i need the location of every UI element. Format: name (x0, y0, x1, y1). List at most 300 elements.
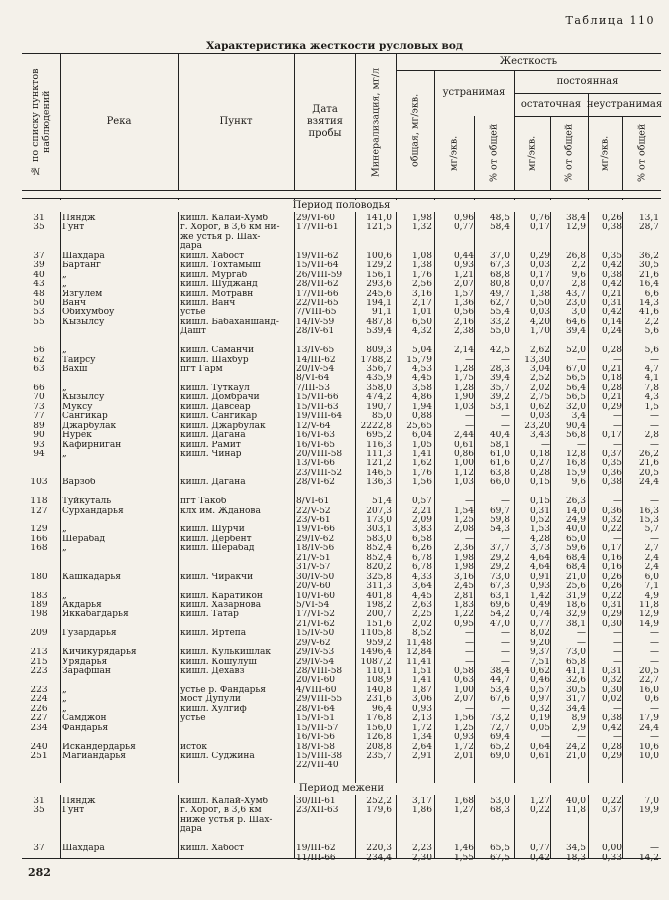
table-cell: — (613, 355, 622, 365)
table-cell: 2,75 (529, 393, 550, 403)
table-cell: 1,56 (453, 714, 474, 724)
table-cell: 39,4 (489, 374, 510, 384)
table-row (22, 280, 661, 289)
header-point: Пункт (219, 115, 253, 127)
table-row (22, 676, 661, 685)
table-cell: Зарафшан (62, 667, 111, 676)
table-cell: 0,21 (601, 393, 622, 403)
table-cell: 5,6 (644, 346, 659, 356)
table-cell: 1,00 (453, 685, 474, 695)
table-cell: 1,90 (453, 393, 474, 403)
table-cell: 16,4 (638, 280, 659, 290)
table-cell: кишл. Кошулуш (180, 657, 257, 667)
table-row (22, 214, 661, 223)
table-cell: 303,1 (366, 525, 392, 535)
table-row (22, 290, 661, 299)
table-cell: 12,9 (565, 223, 586, 233)
table-cell: — (650, 534, 659, 544)
table-row (22, 797, 661, 806)
table-cell: 23,20 (524, 421, 550, 431)
table-cell: 2,07 (453, 280, 474, 290)
table-cell: 4,33 (411, 572, 432, 582)
table-cell: кишл. Дербент (180, 534, 252, 544)
table-cell: 68,4 (565, 563, 586, 573)
table-cell: 0,29 (601, 402, 622, 412)
table-row (22, 743, 661, 752)
table-cell: 69,0 (489, 751, 510, 761)
header-nonrem-mg: мг/экв. (599, 135, 611, 171)
table-cell: 66 (33, 383, 45, 393)
table-cell: 15/VII-64 (296, 261, 339, 271)
table-row (22, 242, 661, 251)
table-cell: 1,41 (411, 676, 432, 686)
table-cell: 141,0 (366, 214, 392, 223)
table-cell: кишл. Хазарнова (180, 600, 262, 610)
table-cell: 695,2 (366, 431, 392, 441)
table-cell: 67,3 (489, 582, 510, 592)
table-row (22, 629, 661, 638)
table-cell: 32,6 (565, 676, 586, 686)
table-cell: — (613, 497, 622, 507)
table-row (22, 478, 661, 487)
table-cell: 24,4 (638, 723, 659, 733)
table-cell: 29,2 (489, 553, 510, 563)
table-cell: Дашт (180, 327, 207, 337)
table-row (22, 403, 661, 412)
table-cell: 16,3 (638, 506, 659, 516)
table-cell: 17/VII-61 (296, 223, 339, 233)
table-cell: 0,37 (601, 449, 622, 459)
table-cell: 1,38 (529, 289, 550, 299)
table-cell: 59,8 (489, 516, 510, 525)
table-cell: 1,86 (411, 806, 432, 816)
table-cell: 1,72 (453, 742, 474, 752)
table-cell: 0,15 (529, 497, 550, 507)
table-cell: мост Дупули (180, 695, 241, 705)
header-resid-pct: % от общей (563, 123, 575, 183)
table-cell: 15,9 (565, 468, 586, 478)
table-cell: 50 (33, 298, 45, 308)
table-cell: 6,04 (411, 431, 432, 441)
table-cell: 0,31 (601, 600, 622, 610)
table-cell: Яккабагдарья (62, 610, 129, 620)
table-cell: 293,6 (366, 280, 392, 290)
table-cell: — (501, 648, 510, 658)
table-row (22, 393, 661, 402)
table-cell: Гунт (62, 223, 85, 233)
table-cell: 4/VIII-60 (296, 685, 337, 695)
table-cell: 0,22 (601, 591, 622, 601)
table-cell: 6,78 (411, 563, 432, 573)
table-row (22, 252, 661, 261)
table-cell: 3,73 (529, 544, 550, 554)
table-cell: „ (62, 704, 67, 714)
table-cell: 73,2 (489, 714, 510, 724)
table-cell: кишл. Тохтамыш (180, 261, 261, 271)
table-cell: 0,21 (601, 289, 622, 299)
table-cell: 176,8 (366, 714, 392, 724)
table-cell: — (465, 657, 474, 667)
table-cell: кишл. Яртепа (180, 629, 247, 639)
table-cell: 44,7 (489, 676, 510, 686)
table-cell: 820,2 (366, 563, 392, 573)
table-cell: 2,9 (571, 723, 586, 733)
table-cell: 4,32 (411, 327, 432, 337)
header-hardness: Жесткость (499, 55, 558, 67)
table-cell: 65,0 (565, 534, 586, 544)
table-cell: — (613, 629, 622, 639)
table-cell: 474,2 (366, 393, 392, 403)
table-cell: 8,52 (411, 629, 432, 639)
table-cell: 31 (33, 797, 45, 806)
table-cell: — (650, 412, 659, 422)
table-cell: 1,01 (411, 308, 432, 318)
table-cell: 89 (33, 421, 45, 431)
table-cell: 1788,2 (360, 355, 392, 365)
table-cell: 1,87 (411, 685, 432, 695)
table-cell: 583,0 (366, 534, 392, 544)
table-cell: Фандарья (62, 723, 109, 733)
table-cell: 0,26 (601, 214, 622, 223)
table-cell: 5,6 (644, 327, 659, 337)
table-cell: 2,07 (453, 695, 474, 705)
header-temporary: устранимая (442, 87, 506, 98)
table-cell: 69,4 (489, 733, 510, 743)
table-cell: — (650, 629, 659, 639)
table-cell: кишл. Суджина (180, 751, 255, 761)
table-cell: 26,8 (565, 251, 586, 261)
table-cell: 15/VI-51 (296, 714, 336, 724)
table-cell: — (577, 629, 586, 639)
table-cell: 26/VIII-59 (296, 270, 343, 280)
table-cell: 0,95 (453, 619, 474, 629)
table-cell: 15/VII-63 (296, 402, 339, 412)
table-cell: 1,03 (453, 478, 474, 488)
table-cell: 34,5 (565, 844, 586, 854)
table-cell: 29/V-62 (296, 638, 331, 648)
table-cell: — (577, 440, 586, 450)
table-cell: 539,4 (366, 327, 392, 337)
table-cell: — (541, 733, 550, 743)
table-cell: 0,38 (601, 714, 622, 724)
table-cell: 118 (30, 497, 48, 507)
table-cell: Кызылсу (62, 317, 105, 327)
table-cell: 53,1 (489, 402, 510, 412)
table-row (22, 261, 661, 270)
table-cell: 85,0 (371, 412, 392, 422)
table-cell: 0,96 (453, 214, 474, 223)
table-cell: 2,2 (571, 261, 586, 271)
table-row (22, 365, 661, 374)
table-cell: 29/IV-62 (296, 534, 335, 544)
table-cell: 0,22 (601, 525, 622, 535)
table-cell: 0,32 (601, 516, 622, 525)
table-row (22, 469, 661, 478)
table-cell: 22/VII-40 (296, 761, 339, 771)
flood-table-body (22, 214, 661, 771)
table-cell: кишл. Дагана (180, 431, 246, 441)
table-title: Характеристика жесткости русловых вод (206, 40, 463, 52)
table-cell: 7,0 (644, 797, 659, 806)
table-row (22, 535, 661, 544)
table-cell: 1,25 (453, 516, 474, 525)
table-cell: 53,0 (489, 797, 510, 806)
table-cell: 22,7 (638, 676, 659, 686)
table-cell: 311,3 (366, 582, 392, 592)
table-cell: 6,26 (411, 544, 432, 554)
table-row (22, 450, 661, 459)
table-cell: 9,6 (571, 270, 586, 280)
table-cell: 0,93 (453, 261, 474, 271)
table-cell: — (465, 355, 474, 365)
table-cell: 3,04 (529, 365, 550, 374)
table-cell: кишл. Туткаул (180, 383, 250, 393)
table-cell: — (541, 440, 550, 450)
table-cell: 19/VIII-64 (296, 412, 343, 422)
table-cell: 49,7 (489, 289, 510, 299)
table-cell: 1,5 (644, 402, 659, 412)
table-cell: 55,0 (489, 327, 510, 337)
table-cell: 0,57 (529, 685, 550, 695)
table-cell: 0,77 (529, 619, 550, 629)
table-cell: 23/V-61 (296, 516, 331, 525)
table-cell: 0,07 (529, 280, 550, 290)
table-cell: 240 (30, 742, 48, 752)
table-cell: 38,1 (565, 619, 586, 629)
table-cell: 2,14 (453, 346, 474, 356)
table-cell: 207,3 (366, 506, 392, 516)
table-cell: 5/VI-54 (296, 600, 330, 610)
table-cell: 3,43 (529, 431, 550, 441)
table-row (22, 658, 661, 667)
header-permanent: постоянная (556, 75, 619, 87)
table-cell: 0,57 (411, 497, 432, 507)
table-cell: 0,29 (601, 610, 622, 620)
table-row (22, 705, 661, 714)
table-cell: 28,3 (489, 365, 510, 374)
table-cell: 8/VI-64 (296, 374, 330, 384)
table-cell: кишл. Шуджанд (180, 280, 258, 290)
table-cell: устье р. Фандарья (180, 685, 266, 695)
table-row (22, 318, 661, 327)
table-cell: 0,17 (529, 223, 550, 233)
table-row (22, 223, 661, 232)
table-row (22, 610, 661, 619)
table-cell: 0,6 (644, 695, 659, 705)
table-cell: 173,0 (366, 516, 392, 525)
table-cell: 40,0 (565, 525, 586, 535)
table-row (22, 733, 661, 742)
table-cell: 1,28 (453, 365, 474, 374)
table-row (22, 337, 661, 346)
table-row (22, 835, 661, 844)
table-cell: 33,2 (489, 317, 510, 327)
table-cell: 227 (30, 714, 48, 724)
table-cell: 56,5 (565, 393, 586, 403)
table-cell: Шахдара (62, 844, 105, 854)
table-cell: 20,5 (638, 468, 659, 478)
table-cell: 70 (33, 393, 45, 403)
table-cell: 28/VII-62 (296, 280, 339, 290)
table-cell: 0,32 (601, 676, 622, 686)
table-cell: 10,0 (638, 751, 659, 761)
table-cell: 1,32 (411, 223, 432, 233)
table-cell: кишл. Бабаханшанд- (180, 317, 279, 327)
table-cell: 48,5 (489, 214, 510, 223)
table-cell: 65,5 (489, 844, 510, 854)
table-cell: „ (62, 383, 67, 393)
table-cell: 0,42 (601, 723, 622, 733)
table-row (22, 525, 661, 534)
table-cell: 59,6 (565, 544, 586, 554)
table-row (22, 384, 661, 393)
table-cell: 0,93 (411, 704, 432, 714)
table-cell: 129 (30, 525, 48, 535)
table-cell: 31,7 (565, 695, 586, 705)
table-cell: 42,5 (489, 346, 510, 356)
table-row (22, 563, 661, 572)
table-cell: 19/VII-62 (296, 251, 339, 261)
table-cell: 2,45 (453, 582, 474, 592)
table-cell: 2222,8 (360, 421, 392, 431)
table-cell: 2,63 (411, 600, 432, 610)
table-cell: 91,1 (371, 308, 392, 318)
table-cell: — (613, 534, 622, 544)
table-cell: 116,3 (366, 440, 392, 450)
table-cell: г. Хорог, в 3,6 км ни- (180, 223, 280, 233)
table-row (22, 724, 661, 733)
table-cell: 487,8 (366, 317, 392, 327)
table-cell: 2,30 (411, 853, 432, 863)
table-cell: 24,9 (565, 516, 586, 525)
table-cell: Гунт (62, 806, 85, 816)
header-resid-mg: мг/экв. (526, 135, 538, 171)
table-cell: 53,4 (489, 685, 510, 695)
table-cell: 166 (30, 534, 48, 544)
table-cell: 2,17 (411, 298, 432, 308)
table-row (22, 667, 661, 676)
table-cell: 31/V-57 (296, 563, 331, 573)
table-cell: 0,24 (601, 327, 622, 337)
table-cell: 435,9 (366, 374, 392, 384)
table-cell: кишл. Мургаб (180, 270, 248, 280)
table-cell: 0,19 (529, 714, 550, 724)
table-cell: 0,03 (529, 412, 550, 422)
table-cell: 0,93 (453, 733, 474, 743)
table-cell: кишл. Калаи-Хумб (180, 214, 269, 223)
table-cell: 0,17 (529, 270, 550, 280)
table-cell: 1,27 (529, 797, 550, 806)
table-cell: 110,1 (366, 667, 392, 676)
table-cell: 1,34 (411, 733, 432, 743)
table-cell: 2,56 (411, 280, 432, 290)
table-cell: 56 (33, 346, 45, 356)
table-cell: 93 (33, 440, 45, 450)
table-cell: 2,25 (411, 610, 432, 620)
table-cell: 6,50 (411, 317, 432, 327)
table-cell: 21,6 (638, 459, 659, 469)
table-cell: 15,79 (406, 355, 432, 365)
table-row (22, 299, 661, 308)
table-cell: 4,1 (644, 374, 659, 384)
table-cell: 1,53 (529, 525, 550, 535)
table-cell: — (577, 733, 586, 743)
table-cell: 54,2 (489, 610, 510, 620)
table-cell: 959,2 (366, 638, 392, 648)
table-cell: 1,28 (453, 383, 474, 393)
table-cell: 20/V-60 (296, 582, 331, 592)
table-cell: 28/VIII-58 (296, 667, 343, 676)
table-cell: 23/VIII-52 (296, 468, 343, 478)
table-cell: 18/VI-58 (296, 742, 336, 752)
table-cell: 26,2 (638, 449, 659, 459)
table-cell: 1,54 (453, 506, 474, 516)
table-cell: Сурхандарья (62, 506, 124, 516)
table-cell: 77 (33, 412, 45, 422)
table-row (22, 233, 661, 242)
table-cell: 121,2 (366, 459, 392, 469)
table-cell: — (465, 534, 474, 544)
table-cell: 0,26 (601, 582, 622, 592)
table-cell: устье (180, 714, 206, 724)
table-cell: 1,56 (411, 478, 432, 488)
table-row (22, 761, 661, 770)
table-cell: „ (62, 449, 67, 459)
header-date: Дата взятия пробы (307, 103, 343, 139)
table-cell: 22/V-52 (296, 506, 331, 516)
table-cell: 53 (33, 308, 45, 318)
table-cell: 7,51 (529, 657, 550, 667)
table-cell: 40,4 (489, 431, 510, 441)
header-total: общая, мг/экв. (409, 93, 421, 167)
table-cell: „ (62, 695, 67, 705)
table-cell: 61,6 (489, 459, 510, 469)
table-row (22, 816, 661, 825)
table-cell: Шахдара (62, 251, 105, 261)
table-cell: кишл. Саманчи (180, 346, 254, 356)
table-cell: 0,29 (601, 751, 622, 761)
table-cell: 11,41 (406, 657, 432, 667)
table-cell: 220,3 (366, 844, 392, 854)
table-cell: клх им. Жданова (180, 506, 261, 516)
table-cell: 17/VI-52 (296, 610, 336, 620)
table-cell: 15/VIII-38 (296, 751, 343, 761)
table-cell: 67,6 (489, 695, 510, 705)
table-cell: Джарбулак (62, 421, 117, 431)
table-cell: 4,7 (644, 365, 659, 374)
table-cell: 189 (30, 600, 48, 610)
table-cell: 72,7 (489, 723, 510, 733)
table-cell: 0,93 (529, 582, 550, 592)
table-cell: 0,63 (453, 676, 474, 686)
table-cell: 0,91 (529, 572, 550, 582)
table-cell: — (501, 497, 510, 507)
table-cell: 156,0 (366, 723, 392, 733)
table-cell: Кичикурядарья (62, 648, 137, 658)
table-cell: — (501, 657, 510, 667)
table-cell: 809,3 (366, 346, 392, 356)
table-cell: Гузардарья (62, 629, 117, 639)
table-cell: 37 (33, 844, 45, 854)
table-cell: 0,32 (529, 704, 550, 714)
table-cell: 234 (30, 723, 48, 733)
table-cell: 3,58 (411, 383, 432, 393)
table-cell: 9,37 (529, 648, 550, 658)
table-row (22, 582, 661, 591)
table-cell: — (650, 355, 659, 365)
table-cell: 1,27 (453, 806, 474, 816)
table-cell: 1,98 (453, 563, 474, 573)
